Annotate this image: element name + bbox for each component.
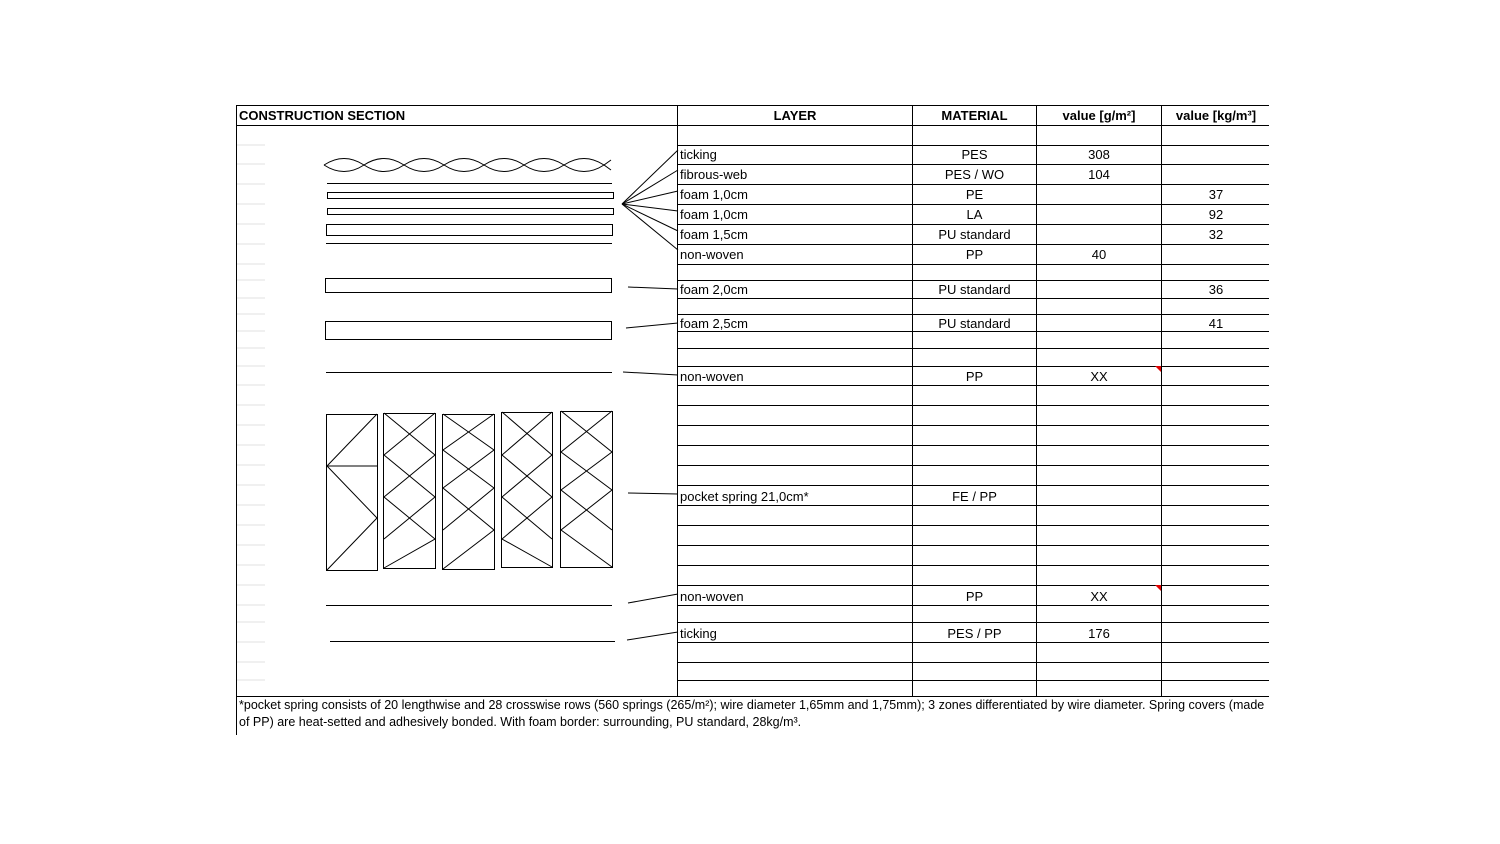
- layer-value-kgm3: 37: [1208, 187, 1224, 202]
- layer-value-gm2: 308: [1088, 147, 1110, 162]
- layer-material: PU standard: [938, 282, 1011, 297]
- layer-name: ticking: [680, 147, 717, 162]
- layer-value-gm2: 40: [1091, 247, 1107, 262]
- layer-value-gm2: 104: [1088, 167, 1110, 182]
- layer-value-kgm3: 36: [1208, 282, 1224, 297]
- layer-material: PES / PP: [947, 626, 1002, 641]
- layer-material: PES: [961, 147, 988, 162]
- layer-value-gm2: 176: [1088, 626, 1110, 641]
- section-title: CONSTRUCTION SECTION: [239, 108, 406, 123]
- layer-name: non-woven: [680, 247, 744, 262]
- layer-material: PP: [965, 369, 984, 384]
- column-header-value-kgm3: value [kg/m³]: [1175, 108, 1257, 123]
- layer-name: foam 1,0cm: [680, 187, 748, 202]
- layer-material: PES / WO: [944, 167, 1005, 182]
- layer-material: PP: [965, 589, 984, 604]
- row-guides: [237, 145, 265, 680]
- layer-name: pocket spring 21,0cm*: [680, 489, 809, 504]
- layer-name: foam 2,5cm: [680, 316, 748, 331]
- footnote: *pocket spring consists of 20 lengthwise and 28 crosswise rows (560 springs (265/m²); wire diameter 1,65mm and 1,75mm); 3 zones differentiated by wire diameter. Spring covers (made of PP) are heat-setted and adhesively bonded. With foam border: surrounding, PU standard, 28kg/m³.: [239, 698, 1265, 729]
- layer-material: PE: [965, 187, 984, 202]
- layer-value-gm2: XX: [1090, 369, 1108, 384]
- layer-value-gm2: XX: [1090, 589, 1108, 604]
- ticking-wave-drawing: [324, 159, 612, 184]
- layer-material: PP: [965, 247, 984, 262]
- layer-material: PU standard: [938, 316, 1011, 331]
- layer-name: non-woven: [680, 589, 744, 604]
- layer-name: non-woven: [680, 369, 744, 384]
- layer-name: foam 1,5cm: [680, 227, 748, 242]
- layer-material: LA: [966, 207, 983, 222]
- layer-name: ticking: [680, 626, 717, 641]
- foam-layers-drawing: [326, 193, 616, 642]
- layer-value-kgm3: 32: [1208, 227, 1224, 242]
- pocket-spring-drawing: [327, 411, 613, 571]
- leader-lines: [622, 150, 678, 640]
- layer-name: foam 2,0cm: [680, 282, 748, 297]
- layer-material: PU standard: [938, 227, 1011, 242]
- column-header-layer: LAYER: [773, 108, 817, 123]
- layer-material: FE / PP: [952, 489, 997, 504]
- column-header-value-gm2: value [g/m²]: [1062, 108, 1136, 123]
- column-header-material: MATERIAL: [941, 108, 1008, 123]
- layer-name: fibrous-web: [680, 167, 748, 182]
- layer-name: foam 1,0cm: [680, 207, 748, 222]
- layer-value-kgm3: 41: [1208, 316, 1224, 331]
- layer-value-kgm3: 92: [1208, 207, 1224, 222]
